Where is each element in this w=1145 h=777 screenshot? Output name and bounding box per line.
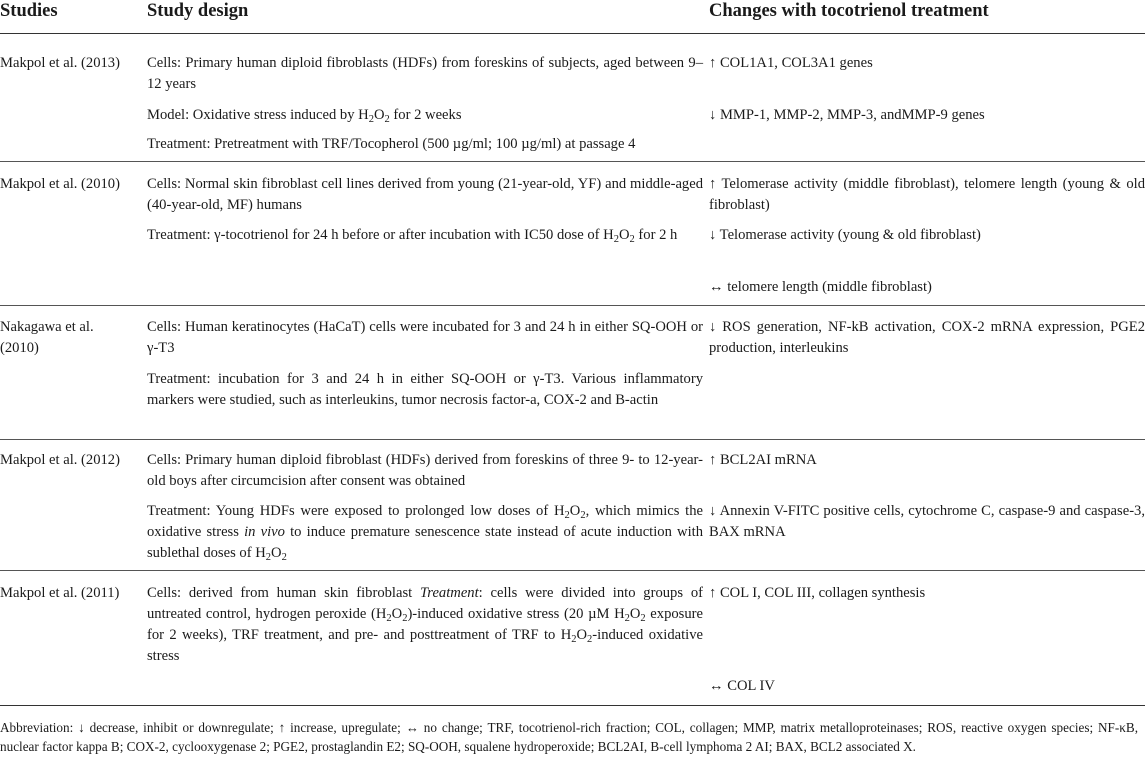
- change-text: ↑ COL I, COL III, collagen synthesis: [709, 585, 926, 601]
- change-text: ↓ ROS generation, NF-kB activation, COX-2 mRNA expression, PGE2 production, interleukins: [709, 319, 1145, 356]
- design-text: Cells: Human keratinocytes (HaCaT) cells were incubated for 3 and 24 h in either SQ-OOH or γ-T3: [147, 319, 703, 356]
- header-rule: [0, 33, 1145, 34]
- change-text: ↔ COL IV: [709, 678, 775, 694]
- design-text: Cells: derived from human skin fibroblast Treatment: cells were divided into groups of untreated control, hydrogen peroxide $(H_2O_2)$-induced oxidative stress (20 µM $H_2O_2$ exposure for 2 weeks), TRF treatment, and pre- and posttreatment of TRF to $H_2O_2$-induced oxidative stress: [147, 585, 703, 664]
- row-divider: [0, 161, 1145, 162]
- change-text: ↑ BCL2AI mRNA: [709, 452, 817, 468]
- study-cell: Makpol et al. (2010): [0, 176, 120, 192]
- design-text: Model: Oxidative stress induced by $H_2O_2$ for 2 weeks: [147, 107, 462, 125]
- study-cell: Makpol et al. (2012): [0, 452, 120, 468]
- row-divider: [0, 305, 1145, 306]
- design-text: Treatment: Pretreatment with TRF/Tocopherol (500 µg/ml; 100 µg/ml) at passage 4: [147, 136, 636, 152]
- design-text: Treatment: γ-tocotrienol for 24 h before or after incubation with IC50 dose of $H_2O_2$ for 2 h: [147, 227, 678, 245]
- change-text: ↓ MMP-1, MMP-2, MMP-3, andMMP-9 genes: [709, 107, 985, 123]
- design-text: Treatment: Young HDFs were exposed to prolonged low doses of $H_2O_2$, which mimics the oxidative stress in vivo to induce premature senescence state instead of acute induction with sublethal doses of $H_2O_2$: [147, 503, 703, 563]
- change-text: ↓ Telomerase activity (young & old fibroblast): [709, 227, 981, 243]
- change-text: ↑ COL1A1, COL3A1 genes: [709, 55, 873, 71]
- change-text: ↔ telomere length (middle fibroblast): [709, 279, 932, 295]
- design-text: Treatment: incubation for 3 and 24 h in either SQ-OOH or γ-T3. Various inflammatory markers were studied, such as interleukins, tumor necrosis factor-a, COX-2 and B-actin: [147, 371, 703, 408]
- row-divider: [0, 439, 1145, 440]
- change-text: ↑ Telomerase activity (middle fibroblast), telomere length (young & old fibroblast): [709, 176, 1145, 213]
- study-cell: Nakagawa et al. (2010): [0, 319, 94, 356]
- design-text: Cells: Normal skin fibroblast cell lines derived from young (21-year-old, YF) and middle-aged (40-year-old, MF) humans: [147, 176, 703, 213]
- table-bottom-rule: [0, 705, 1145, 706]
- row-divider: [0, 570, 1145, 571]
- design-text: Cells: Primary human diploid fibroblasts (HDFs) from foreskins of subjects, aged between 9–12 years: [147, 55, 703, 92]
- header-changes: Changes with tocotrienol treatment: [709, 1, 989, 21]
- design-text: Cells: Primary human diploid fibroblast (HDFs) derived from foreskins of three 9- to 12-year-old boys after circumcision after consent was obtained: [147, 452, 703, 489]
- study-cell: Makpol et al. (2013): [0, 55, 120, 71]
- study-cell: Makpol et al. (2011): [0, 585, 120, 601]
- change-text: ↓ Annexin V-FITC positive cells, cytochrome C, caspase-9 and caspase-3, BAX mRNA: [709, 503, 1145, 540]
- abbreviation-footnote: Abbreviation: ↓ decrease, inhibit or downregulate; ↑ increase, upregulate; ↔ no change; TRF, tocotrienol-rich fraction; COL, collagen; MMP, matrix metalloproteinases; ROS, reactive oxygen species; NF-κB, nuclear factor kappa B; COX-2, cyclooxygenase 2; PGE2, prostaglandin E2; SQ-OOH, squalene hydroperoxide; BCL2AI, B-cell lymphoma 2 AI; BAX, BCL2 associated X.: [0, 720, 1138, 754]
- header-study-design: Study design: [147, 1, 249, 21]
- header-studies: Studies: [0, 1, 58, 21]
